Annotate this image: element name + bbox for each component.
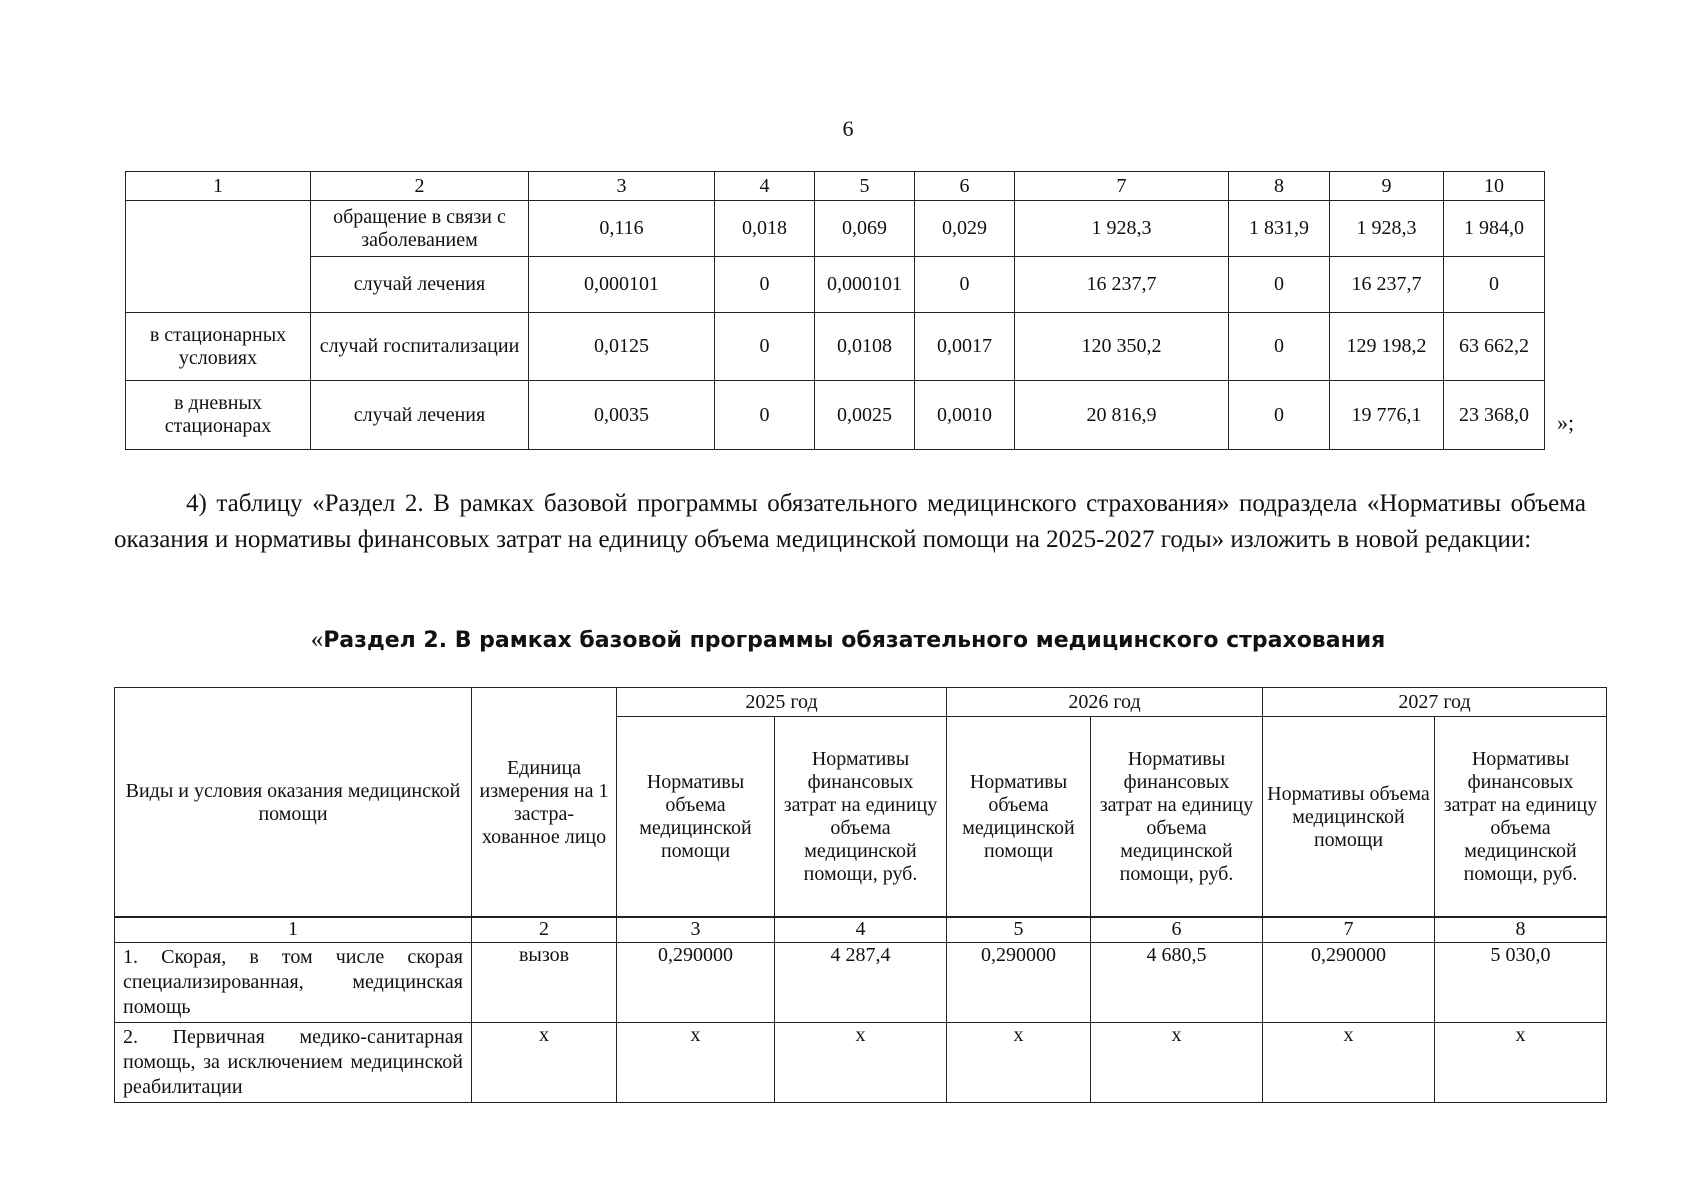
table-cell: 1 928,3 bbox=[1330, 201, 1444, 257]
table-cell: 0 bbox=[1229, 257, 1330, 313]
table-cell: х bbox=[1091, 1023, 1263, 1103]
column-number: 7 bbox=[1015, 172, 1229, 201]
table-cell: 0 bbox=[1229, 381, 1330, 450]
row-unit: случай лечения bbox=[311, 381, 529, 450]
table-cell: 0,290000 bbox=[1263, 943, 1435, 1023]
column-number: 5 bbox=[947, 917, 1091, 943]
column-header-cost: Нормативы финансовых затрат на единицу объема медицинской помощи, руб. bbox=[1435, 717, 1607, 918]
row-category bbox=[126, 201, 311, 313]
column-header-cost: Нормативы финансовых затрат на единицу объема медицинской помощи, руб. bbox=[1091, 717, 1263, 918]
table-cell: х bbox=[617, 1023, 775, 1103]
column-number: 3 bbox=[529, 172, 715, 201]
column-header-kinds: Виды и условия оказания медицинской помощи bbox=[115, 688, 472, 918]
column-number: 7 bbox=[1263, 917, 1435, 943]
column-number: 2 bbox=[472, 917, 617, 943]
header-year-row bbox=[115, 688, 1607, 717]
table-cell: 0,069 bbox=[815, 201, 915, 257]
row-category: в дневных стационарах bbox=[126, 381, 311, 450]
row-name: 1. Скорая, в том числе скорая специализированная, медицинская помощь bbox=[115, 943, 472, 1023]
year-header: 2025 год bbox=[617, 688, 947, 717]
table-cell: 23 368,0 bbox=[1444, 381, 1545, 450]
table-cell: 0 bbox=[715, 313, 815, 381]
table-cell: 0,0035 bbox=[529, 381, 715, 450]
table-row bbox=[126, 257, 1545, 313]
table-cell: 0 bbox=[1229, 313, 1330, 381]
year-header: 2026 год bbox=[947, 688, 1263, 717]
row-unit: случай госпитализации bbox=[311, 313, 529, 381]
page-number: 6 bbox=[842, 116, 854, 141]
table-cell: 5 030,0 bbox=[1435, 943, 1607, 1023]
norms-table-header bbox=[114, 687, 1607, 918]
section-title bbox=[0, 626, 1696, 654]
section-title-text: Раздел 2. В рамках базовой программы обязательного медицинского страхования bbox=[323, 628, 1386, 653]
column-number: 5 bbox=[815, 172, 915, 201]
column-number: 4 bbox=[715, 172, 815, 201]
table-cell: 4 680,5 bbox=[1091, 943, 1263, 1023]
table-cell: 0,290000 bbox=[947, 943, 1091, 1023]
table-cell: 16 237,7 bbox=[1015, 257, 1229, 313]
row-unit: обращение в связи с заболеванием bbox=[311, 201, 529, 257]
table-cell: х bbox=[775, 1023, 947, 1103]
table-cell: 0,000101 bbox=[815, 257, 915, 313]
column-number: 1 bbox=[115, 917, 472, 943]
closing-quote: »; bbox=[1557, 410, 1575, 435]
column-header-volume: Нормативы объема медицинской помощи bbox=[1263, 717, 1435, 918]
column-header-volume: Нормативы объема медицинской помощи bbox=[947, 717, 1091, 918]
table-cell: х bbox=[947, 1023, 1091, 1103]
table-cell: 0 bbox=[915, 257, 1015, 313]
table-cell: 4 287,4 bbox=[775, 943, 947, 1023]
column-number-row bbox=[115, 917, 1607, 943]
table-cell: 1 831,9 bbox=[1229, 201, 1330, 257]
year-header: 2027 год bbox=[1263, 688, 1607, 717]
column-header-unit: Единица измерения на 1 застра-хованное лицо bbox=[472, 688, 617, 918]
row-category: в стационарных условиях bbox=[126, 313, 311, 381]
table-cell: 0 bbox=[715, 257, 815, 313]
table-header-row bbox=[126, 172, 1545, 201]
table-cell: 0,029 bbox=[915, 201, 1015, 257]
table-row bbox=[126, 381, 1545, 450]
column-header-volume: Нормативы объема медицинской помощи bbox=[617, 717, 775, 918]
row-unit: вызов bbox=[472, 943, 617, 1023]
table-cell: 0,0108 bbox=[815, 313, 915, 381]
table-cell: 63 662,2 bbox=[1444, 313, 1545, 381]
table-cell: 0 bbox=[715, 381, 815, 450]
table-cell: 0,0125 bbox=[529, 313, 715, 381]
column-number: 3 bbox=[617, 917, 775, 943]
norms-table-body bbox=[114, 916, 1607, 1103]
table-cell: 19 776,1 bbox=[1330, 381, 1444, 450]
table-cell: 0,018 bbox=[715, 201, 815, 257]
column-number: 1 bbox=[126, 172, 311, 201]
table-cell: 0,0010 bbox=[915, 381, 1015, 450]
column-number: 4 bbox=[775, 917, 947, 943]
table-row bbox=[115, 943, 1607, 1023]
table-cell: 120 350,2 bbox=[1015, 313, 1229, 381]
table-cell: 1 928,3 bbox=[1015, 201, 1229, 257]
table-cell: 0 bbox=[1444, 257, 1545, 313]
row-unit: случай лечения bbox=[311, 257, 529, 313]
column-header-cost: Нормативы финансовых затрат на единицу объема медицинской помощи, руб. bbox=[775, 717, 947, 918]
table-row bbox=[126, 313, 1545, 381]
opening-quote: « bbox=[310, 626, 324, 653]
table-cell: 129 198,2 bbox=[1330, 313, 1444, 381]
column-number: 6 bbox=[1091, 917, 1263, 943]
table-cell: 20 816,9 bbox=[1015, 381, 1229, 450]
table-cell: 0,000101 bbox=[529, 257, 715, 313]
column-number: 9 bbox=[1330, 172, 1444, 201]
table-cell: 16 237,7 bbox=[1330, 257, 1444, 313]
table-row bbox=[126, 201, 1545, 257]
table-cell: 0,116 bbox=[529, 201, 715, 257]
table-cell: х bbox=[1435, 1023, 1607, 1103]
table-row bbox=[115, 1023, 1607, 1103]
table-cell: х bbox=[1263, 1023, 1435, 1103]
row-name: 2. Первичная медико-санитарная помощь, за исключением медицинской реабилитации bbox=[115, 1023, 472, 1103]
column-number: 8 bbox=[1229, 172, 1330, 201]
column-number: 2 bbox=[311, 172, 529, 201]
row-unit: х bbox=[472, 1023, 617, 1103]
column-number: 8 bbox=[1435, 917, 1607, 943]
column-number: 6 bbox=[915, 172, 1015, 201]
table-cell: 0,290000 bbox=[617, 943, 775, 1023]
amendment-paragraph: 4) таблицу «Раздел 2. В рамках базовой программы обязательного медицинского страхования» подраздела «Нормативы объема оказания и нормативы финансовых затрат на единицу объема медицинской помощи на 2025-2027 годы» изложить в новой редакции: bbox=[114, 490, 1586, 553]
table-cell: 0,0025 bbox=[815, 381, 915, 450]
table-cell: 0,0017 bbox=[915, 313, 1015, 381]
column-number: 10 bbox=[1444, 172, 1545, 201]
continued-table bbox=[125, 171, 1545, 450]
table-cell: 1 984,0 bbox=[1444, 201, 1545, 257]
